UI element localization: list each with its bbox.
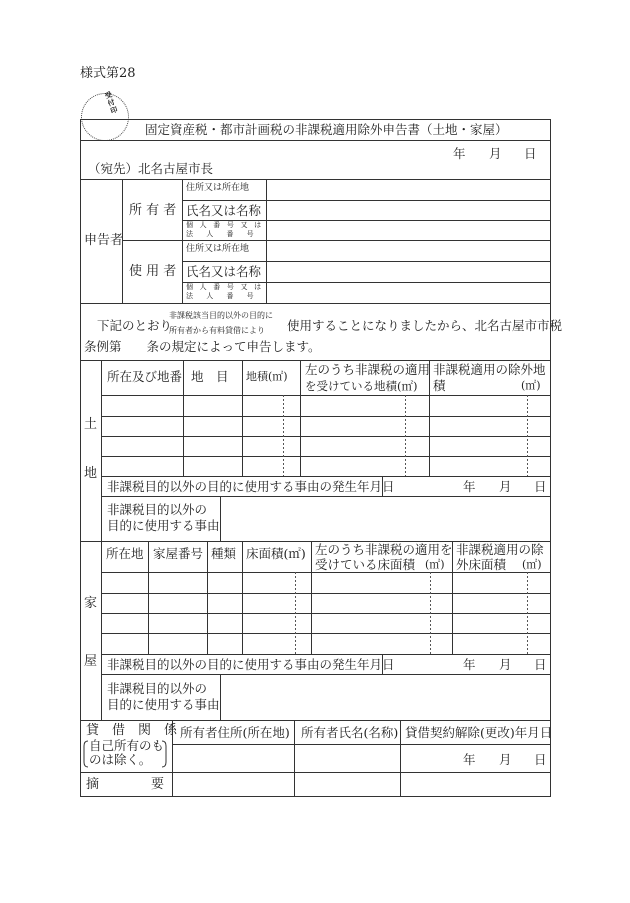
house-col-number: 家屋番号 <box>153 546 204 561</box>
land-col-location: 所在及び地番 <box>107 369 183 384</box>
land-label-top: 土 <box>84 417 98 432</box>
house-entry-rows[interactable] <box>102 573 550 654</box>
header-date-month: 月 <box>489 146 502 161</box>
house-col-floor: 床面積(㎡) <box>246 546 306 561</box>
land-reason-date-label: 非課税目的以外の目的に使用する事由の発生年月日 <box>107 479 395 494</box>
declaration-option-2[interactable]: 所有者から有料貸借により <box>169 326 265 335</box>
owner-name-label: 氏名又は名称 <box>186 203 262 218</box>
house-col-type: 種類 <box>211 546 237 561</box>
owner-label: 所 有 者 <box>129 203 177 218</box>
user-name-field[interactable] <box>267 262 550 282</box>
lease-owner-address-label: 所有者住所(所在地) <box>180 725 290 740</box>
land-reason-label-1: 非課税目的以外の <box>107 502 208 517</box>
form-title: 固定資産税・都市計画税の非課税適用除外申告書（土地・家屋） <box>145 122 508 137</box>
land-col-excl-2: 積 <box>433 378 446 393</box>
land-reason-label-2: 目的に使用する事由 <box>107 518 220 533</box>
house-date-day: 日 <box>534 657 547 672</box>
lease-contract-date-field[interactable] <box>401 745 550 772</box>
house-date-month: 月 <box>499 657 512 672</box>
declaration-prefix: 下記のとおり <box>97 318 173 333</box>
house-reason-label-1: 非課税目的以外の <box>107 681 208 696</box>
form-number: 様式第28 <box>80 66 136 81</box>
house-label-bottom: 屋 <box>84 654 98 669</box>
lease-owner-address-field[interactable] <box>173 745 294 772</box>
house-col-location: 所在地 <box>106 546 144 561</box>
land-col-nontax-1: 左のうち非課税の適用 <box>305 362 431 377</box>
lease-label: 貸 借 関 係 <box>86 723 178 738</box>
owner-address-field[interactable] <box>267 180 550 200</box>
owner-number-field[interactable] <box>267 221 550 240</box>
owner-number-label-1: 個 人 番 号 又 は <box>186 221 264 229</box>
header-date-day: 日 <box>524 146 537 161</box>
house-col-excl-1: 非課税適用の除 <box>456 542 544 557</box>
user-name-label: 氏名又は名称 <box>186 264 262 279</box>
house-reason-label-2: 目的に使用する事由 <box>107 697 220 712</box>
user-label: 使 用 者 <box>129 264 177 279</box>
remarks-label: 摘 要 <box>86 777 165 792</box>
lease-note-2: のは除く。 <box>89 752 152 767</box>
house-reason-date-field[interactable] <box>383 655 550 674</box>
land-reason-field[interactable] <box>221 497 550 541</box>
house-col-excl-2: 外床面積 <box>456 557 507 572</box>
land-date-year: 年 <box>463 479 476 494</box>
lease-date-day: 日 <box>534 752 547 767</box>
house-date-year: 年 <box>463 657 476 672</box>
owner-name-field[interactable] <box>267 201 550 220</box>
land-label-bottom: 地 <box>84 466 98 481</box>
lease-note-1: 自己所有のも <box>89 738 165 753</box>
owner-address-label: 住所又は所在地 <box>186 183 250 193</box>
land-date-month: 月 <box>499 479 512 494</box>
owner-number-label-2: 法 人 番 号 <box>186 230 260 238</box>
declaration-option-1[interactable]: 非課税該当目的以外の目的に <box>169 311 273 320</box>
user-number-label-2: 法 人 番 号 <box>186 292 260 300</box>
lease-contract-date-label: 貸借契約解除(更改)年月日 <box>405 725 553 740</box>
declaration-line-2: 条例第 条の規定によって申告します。 <box>84 339 321 354</box>
user-number-field[interactable] <box>267 283 550 303</box>
receipt-stamp-label: 受付印 <box>103 89 119 116</box>
house-col-nontax-unit: (㎡) <box>425 558 445 571</box>
land-col-nontax-2: を受けている地積(㎡) <box>305 379 418 393</box>
lease-date-month: 月 <box>499 752 512 767</box>
lease-date-year: 年 <box>463 752 476 767</box>
house-col-nontax-2: 受けている床面積 <box>315 557 416 572</box>
addressee: （宛先）北名古屋市長 <box>88 161 214 176</box>
lease-owner-name-field[interactable] <box>295 745 400 772</box>
header-date-year: 年 <box>453 146 466 161</box>
land-col-area: 地積(㎡) <box>246 370 288 383</box>
land-date-day: 日 <box>534 479 547 494</box>
remarks-field[interactable] <box>173 773 550 796</box>
declaration-suffix: 使用することになりましたから、北名古屋市市税 <box>287 318 563 333</box>
house-col-excl-unit: (㎡) <box>522 558 542 571</box>
land-col-excl-unit: (㎡) <box>521 379 541 392</box>
land-reason-date-field[interactable] <box>383 477 550 496</box>
user-address-field[interactable] <box>267 241 550 261</box>
lease-owner-name-label: 所有者氏名(名称) <box>301 725 399 740</box>
applicant-label: 申告者 <box>84 233 124 248</box>
land-entry-rows[interactable] <box>102 396 550 476</box>
land-col-category: 地 目 <box>191 369 229 384</box>
house-col-nontax-1: 左のうち非課税の適用を <box>315 542 453 557</box>
user-number-label-1: 個 人 番 号 又 は <box>186 283 264 291</box>
house-reason-date-label: 非課税目的以外の目的に使用する事由の発生年月日 <box>107 657 395 672</box>
house-reason-field[interactable] <box>221 675 550 720</box>
house-label-top: 家 <box>84 596 98 611</box>
user-address-label: 住所又は所在地 <box>186 244 250 254</box>
land-col-excl-1: 非課税適用の除外地 <box>433 362 546 377</box>
